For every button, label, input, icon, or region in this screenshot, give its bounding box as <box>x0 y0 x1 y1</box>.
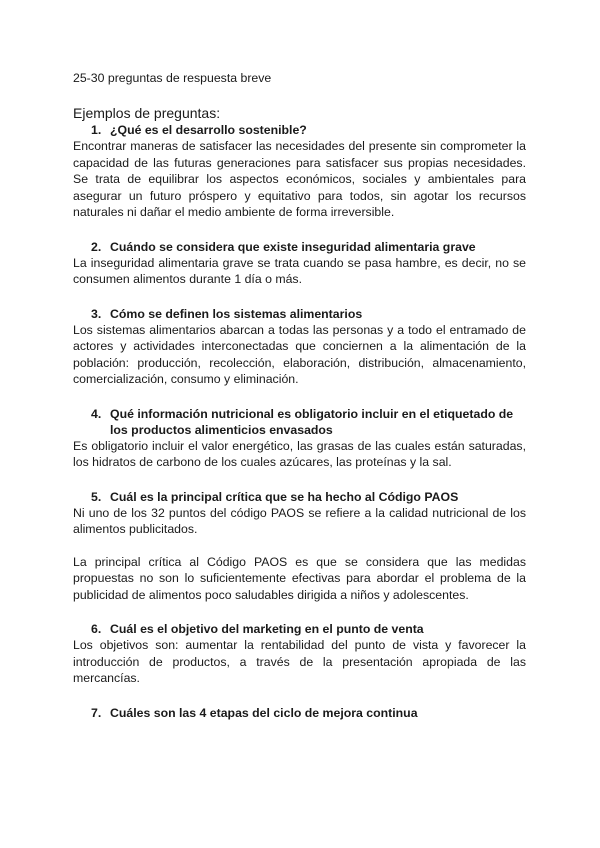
question-title <box>73 621 526 637</box>
question-item <box>73 122 526 221</box>
question-title <box>73 306 526 322</box>
question-text: Cuál es la principal crítica que se ha hecho al Código PAOS <box>110 489 459 504</box>
question-text: ¿Qué es el desarrollo sostenible? <box>110 123 307 137</box>
question-text: Cuándo se considera que existe inseguridad alimentaria grave <box>110 239 476 254</box>
question-number: 2. <box>91 239 102 254</box>
question-item <box>73 306 526 388</box>
question-title <box>73 406 526 438</box>
document-subtitle: 25-30 preguntas de respuesta breve <box>73 71 272 85</box>
question-number: 4. <box>91 406 102 421</box>
answer-text: La principal crítica al Código PAOS es que se considera que las medidas propuestas no son lo suficientemente efectivas para abordar el problema de la publicidad de alimentos poco saludables dirigida a niños y adolescentes. <box>73 554 526 602</box>
question-title <box>73 489 526 505</box>
answer-text: Los sistemas alimentarios abarcan a todas las personas y a todo el entramado de actores y actividades interconectadas que conciernen a la alimentación de la población: producción, recolección, elaboración, distribución, almacenamiento, comercialización, consumo y eliminación. <box>73 322 526 386</box>
question-number: 7. <box>91 705 102 720</box>
answer-text: Los objetivos son: aumentar la rentabilidad del punto de vista y favorecer la introducción de productos, a través de la presentación apropiada de las mercancías. <box>73 638 526 685</box>
question-text: Cómo se definen los sistemas alimentarios <box>110 306 363 321</box>
question-title <box>73 705 526 721</box>
answer-text: Ni uno de los 32 puntos del código PAOS se refiere a la calidad nutricional de los alimentos publicitados. <box>73 505 526 536</box>
question-item <box>73 406 526 471</box>
question-list <box>73 122 526 721</box>
question-item <box>73 621 526 687</box>
question-title <box>73 239 526 255</box>
question-number: 5. <box>91 489 102 504</box>
question-item <box>73 239 526 288</box>
question-number: 6. <box>91 622 102 636</box>
question-text: Qué información nutricional es obligatorio incluir en el etiquetado de los productos alimenticios envasados <box>110 406 514 437</box>
examples-heading: Ejemplos de preguntas: <box>73 105 221 121</box>
document-page <box>73 70 526 721</box>
question-item <box>73 705 526 721</box>
question-number: 1. <box>91 123 102 137</box>
question-text: Cuáles son las 4 etapas del ciclo de mejora continua <box>110 705 418 720</box>
answer-text: Encontrar maneras de satisfacer las necesidades del presente sin comprometer la capacidad de las futuras generaciones para satisfacer sus propias necesidades. Se trata de equilibrar los aspectos económicos, sociales y ambientales para asegurar un futuro próspero y equitativo para todos, sin agotar los recursos naturales ni dañar el medio ambiente de forma irreversible. <box>73 139 526 219</box>
question-item <box>73 489 526 604</box>
answer-text: La inseguridad alimentaria grave se trata cuando se pasa hambre, es decir, no se consumen alimentos durante 1 día o más. <box>73 255 526 286</box>
question-text: Cuál es el objetivo del marketing en el punto de venta <box>110 622 424 636</box>
question-number: 3. <box>91 306 102 321</box>
answer-text: Es obligatorio incluir el valor energético, las grasas de las cuales están saturadas, los hidratos de carbono de los cuales azúcares, las proteínas y la sal. <box>73 438 526 469</box>
question-title <box>73 122 526 138</box>
